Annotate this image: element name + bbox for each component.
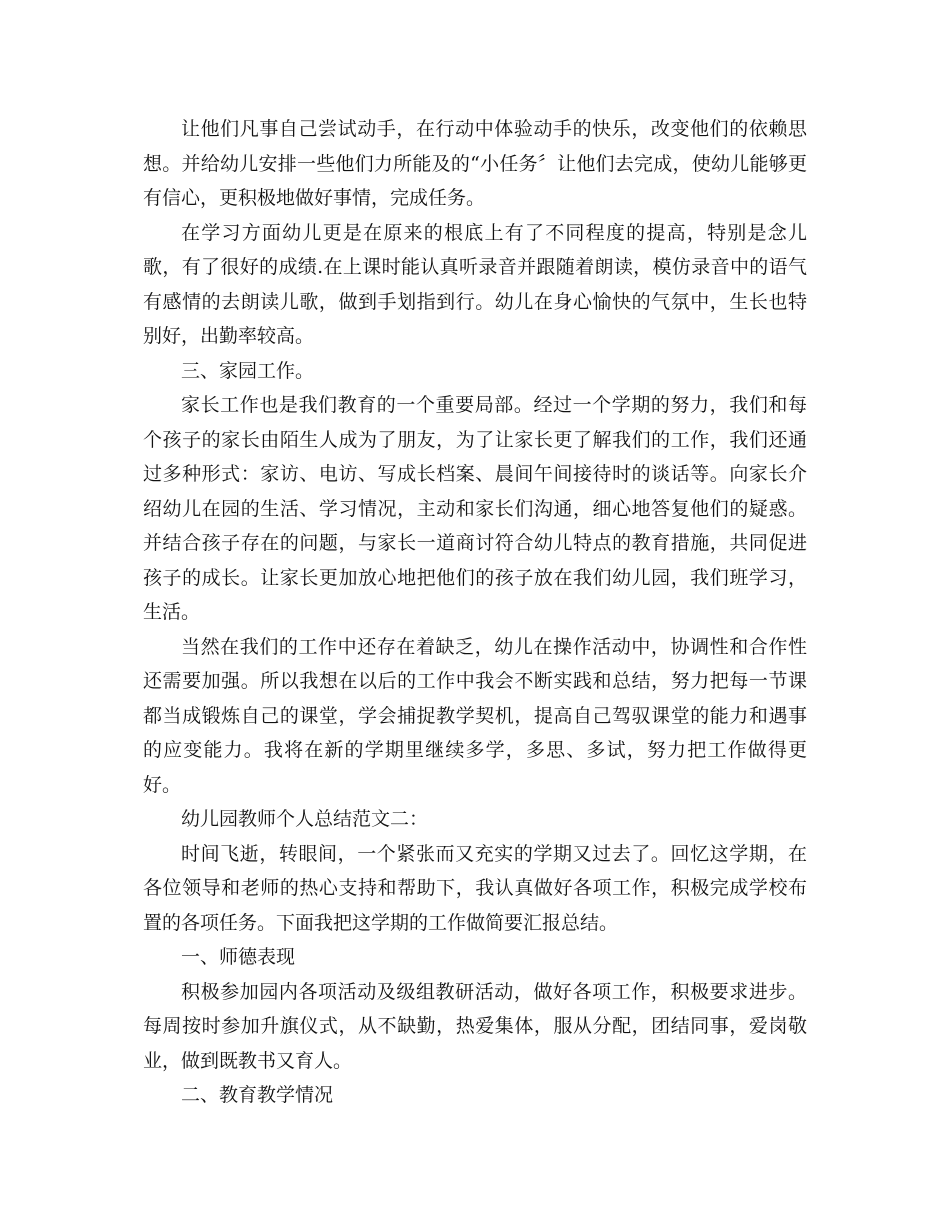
paragraph-shortcomings: 当然在我们的工作中还存在着缺乏，幼儿在操作活动中，协调性和合作性还需要加强。所以我想在以后的工作中我会不断实践和总结，努力把每一节课都当成锻炼自己的课堂，学会捕捉教学契机，提高自己驾驭课堂的能力和遇事的应变能力。我将在新的学期里继续多学，多思、多试，努力把工作做得更好。 [143,635,807,796]
paragraph-parent-work: 家长工作也是我们教育的一个重要局部。经过一个学期的努力，我们和每个孩子的家长由陌生人成为了朋友，为了让家长更了解我们的工作，我们还通过多种形式：家访、电访、写成长档案、晨间午间接待时的谈话等。向家长介绍幼儿在园的生活、学习情况，主动和家长们沟通，细心地答复他们的疑惑。并结合孩子存在的问题，与家长一道商讨符合幼儿特点的教育措施，共同促进孩子的成长。让家长更加放心地把他们的孩子放在我们幼儿园，我们班学习，生活。 [143,394,807,623]
paragraph-semester-summary: 时间飞逝，转眼间，一个紧张而又充实的学期又过去了。回忆这学期，在各位领导和老师的热心支持和帮助下，我认真做好各项工作，积极完成学校布置的各项任务。下面我把这学期的工作做简要汇报总结。 [143,842,807,934]
paragraph-learning: 在学习方面幼儿更是在原来的根底上有了不同程度的提高，特别是念儿歌，有了很好的成绩.在上课时能认真听录音并跟随着朗读，模仿录音中的语气有感情的去朗读儿歌，做到手划指到行。幼儿在身心愉快的气氛中，生长也特别好，出勤率较高。 [143,221,807,347]
heading-home-school-work: 三、家园工作。 [181,359,315,382]
paragraph-ethics-detail: 积极参加园内各项活动及级组教研活动，做好各项工作，积极要求进步。每周按时参加升旗仪式，从不缺勤，热爱集体，服从分配，团结同事，爱岗敬业，做到既教书又育人。 [143,980,807,1072]
heading-teaching-situation: 二、教育教学情况 [181,1084,334,1106]
document-body [143,112,807,1113]
heading-teacher-ethics: 一、师德表现 [181,946,296,968]
heading-sample-two: 幼儿园教师个人总结范文二： [181,808,429,830]
paragraph-dependence: 让他们凡事自己尝试动手，在行动中体验动手的快乐，改变他们的依赖思想。并给幼儿安排一些他们力所能及的“小任务〞让他们去完成，使幼儿能够更有信心，更积极地做好事情，完成任务。 [143,118,807,209]
